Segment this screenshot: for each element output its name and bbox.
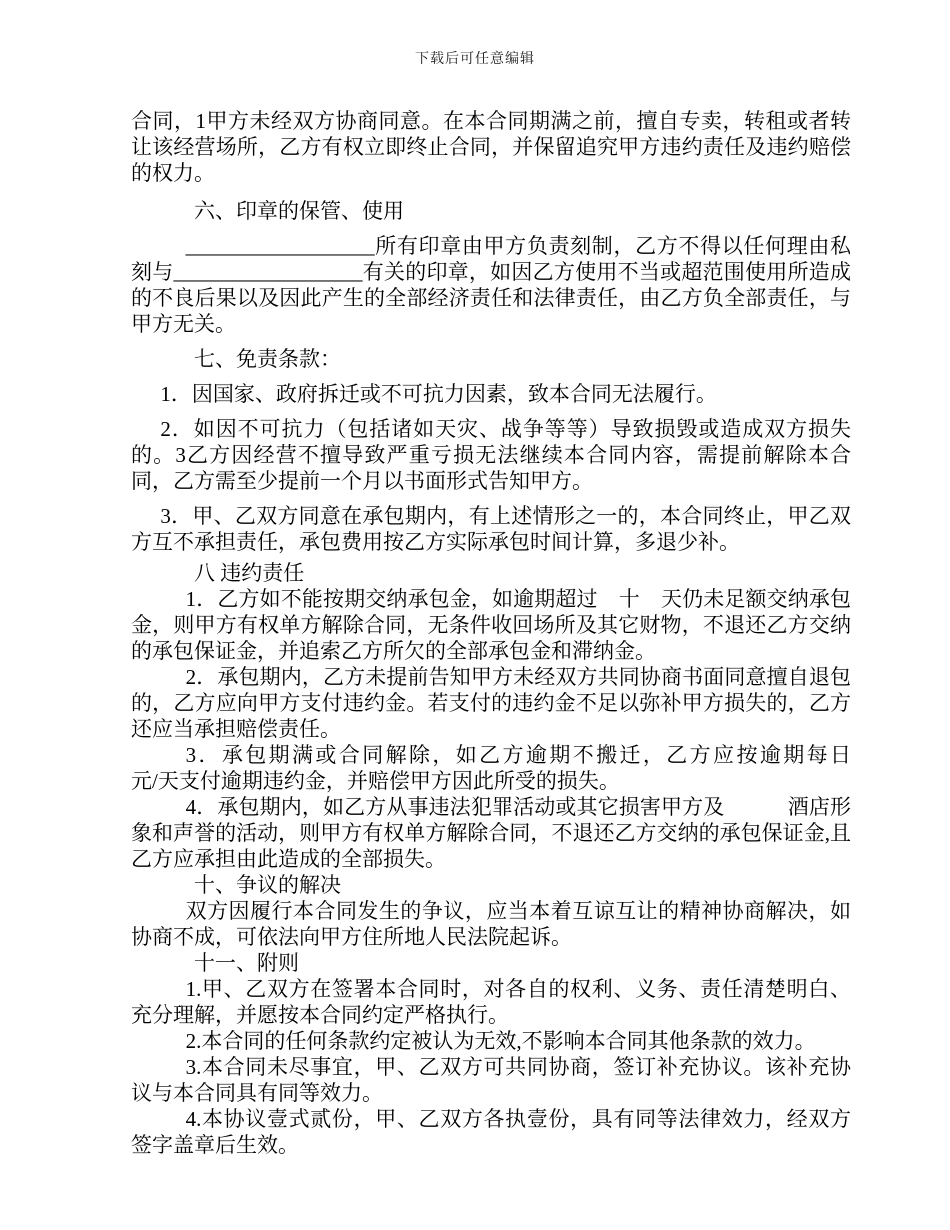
section-8-item-3: 3．承包期满或合同解除，如乙方逾期不搬迁，乙方应按逾期每日 元/天支付逾期违约金，并赔偿甲方因此所受的损失。: [131, 743, 914, 793]
section-11-item-3: 3.本合同未尽事宜，甲、乙双方可共同协商，签订补充协议。该补充协议与本合同具有同等效力。: [131, 1055, 851, 1105]
section-7-item-3: 3．甲、乙双方同意在承包期内，有上述情形之一的，本合同终止，甲乙双方互不承担责任，承包费用按乙方实际承包时间计算，多退少补。: [131, 504, 851, 554]
section-11-item-1: 1.甲、乙双方在签署本合同时，对各自的权利、义务、责任清楚明白、充分理解，并愿按本合同约定严格执行。: [131, 977, 851, 1027]
section-11-item-4: 4.本协议壹式贰份，甲、乙双方各执壹份，具有同等法律效力，经双方签字盖章后生效。: [131, 1107, 851, 1157]
section-8-item-1: 1．乙方如不能按期交纳承包金，如逾期超过 十 天仍未足额交纳承包金，则甲方有权单方解除合同，无条件收回场所及其它财物，不退还乙方交纳的承包保证金，并追索乙方所欠的全部承包金和滞纳金。: [131, 587, 851, 663]
section-6-heading: 六、印章的保管、使用: [194, 199, 404, 223]
page-header-note: 下载后可任意编辑: [415, 52, 535, 67]
section-10-heading: 十、争议的解决: [194, 873, 341, 897]
contract-body: [131, 108, 914, 1158]
section-7-item-2: 2．如因不可抗力（包括诸如天灾、战争等等）导致损毁或造成双方损失的。3乙方因经营不擅导致严重亏损无法继续本合同内容，需提前解除本合同，乙方需至少提前一个月以书面形式告知甲方。: [131, 417, 851, 493]
section-11-item-2: 2.本合同的任何条款约定被认为无效,不影响本合同其他条款的效力。: [185, 1029, 816, 1053]
section-6-body: __________________所有印章由甲方负责刻制，乙方不得以任何理由私刻与__________________有关的印章，如因乙方使用不当或超范围使用所造成的不良后果以及因此产生的全部经济责任和法律责任，由乙方负全部责任，与甲方无关。: [131, 234, 851, 336]
section-8-heading: 八 违约责任: [194, 561, 305, 585]
section-7-item-1: 1．因国家、政府拆迁或不可抗力因素，致本合同无法履行。: [160, 382, 717, 406]
section-8-item-4: 4．承包期内，如乙方从事违法犯罪活动或其它损害甲方及 酒店形象和声誉的活动，则甲方有权单方解除合同，不退还乙方交纳的承包保证金,且乙方应承担由此造成的全部损失。: [131, 795, 851, 871]
contract-clause-continued: 合同，1甲方未经双方协商同意。在本合同期满之前，擅自专卖，转租或者转让该经营场所，乙方有权立即终止合同，并保留追究甲方违约责任及违约赔偿的权力。: [131, 109, 851, 185]
section-7-heading: 七、免责条款：: [194, 347, 341, 371]
section-10-body: 双方因履行本合同发生的争议，应当本着互谅互让的精神协商解决，如协商不成，可依法向甲方住所地人民法院起诉。: [131, 899, 851, 949]
section-11-heading: 十一、附则: [194, 951, 299, 975]
section-8-item-2: 2．承包期内，乙方未提前告知甲方未经双方共同协商书面同意擅自退包的，乙方应向甲方支付违约金。若支付的违约金不足以弥补甲方损失的，乙方还应当承担赔偿责任。: [131, 665, 851, 741]
